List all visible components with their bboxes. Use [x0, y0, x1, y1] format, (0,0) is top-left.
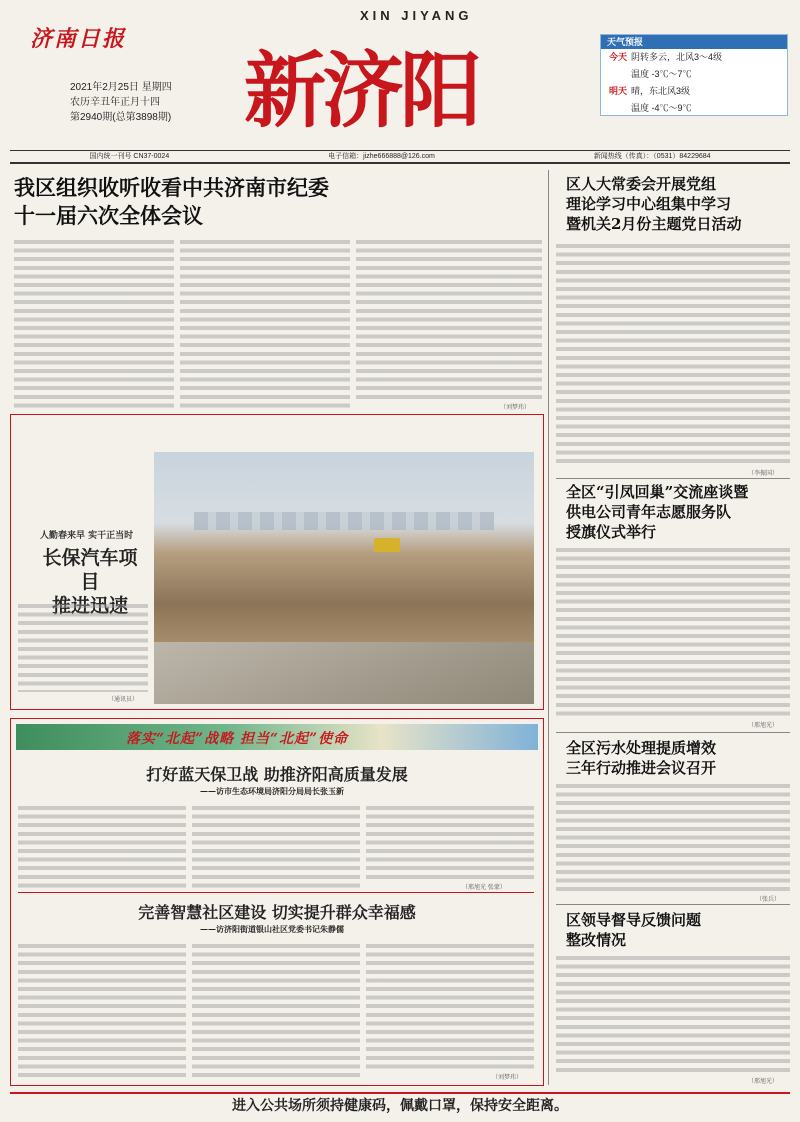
lead-byline: （刘梦玮）	[500, 404, 531, 411]
right2-headline	[566, 482, 788, 542]
right-divider-3	[556, 904, 790, 905]
weather-box	[600, 34, 788, 116]
story3-headline: 完善智慧社区建设 切实提升群众幸福感	[138, 903, 416, 922]
lead-body-col3	[356, 240, 542, 400]
lead-body-col1	[14, 240, 174, 410]
weather-today-temp: 温度 -3℃～7℃	[631, 69, 692, 79]
story2-body-col2	[192, 806, 360, 890]
bottom-slogan: 进入公共场所须持健康码，佩戴口罩，保持安全距离。	[10, 1092, 790, 1116]
right4-headline	[566, 910, 788, 950]
sub-logo: 济南日报	[30, 26, 127, 52]
right2-byline: （邢旭光）	[748, 722, 779, 729]
story2-body-col3	[366, 806, 534, 880]
weather-tomorrow-label: 明天	[609, 86, 628, 96]
photo-story-headline-line2: 推进迅速	[51, 595, 128, 617]
weather-title: 天气预报	[601, 35, 787, 49]
right4-byline: （邢旭光）	[748, 1078, 779, 1085]
issue-number: 第2940期(总第3898期)	[70, 112, 172, 123]
masthead-pinyin: XIN JIYANG	[360, 8, 473, 23]
right3-headline	[566, 738, 788, 778]
hotline: 新闻热线（传真）：（0531）84229684	[593, 153, 711, 160]
issue-date: 2021年2月25日 星期四	[70, 82, 172, 93]
right4-headline-line2: 整改情况	[566, 931, 627, 949]
photo-story-headline-line1: 长保汽车项目	[42, 547, 138, 593]
story2-subtitle: ——访市生态环境局济阳分局局长张玉新	[200, 786, 344, 796]
story3-subtitle: ——访济阳街道银山社区党委书记朱静儒	[200, 924, 344, 934]
lead-body-col2	[180, 240, 350, 410]
right2-headline-line3: 授旗仪式举行	[566, 523, 657, 541]
story2-byline: （邢旭光 张蒙）	[462, 884, 506, 891]
weather-tomorrow-temp: 温度 -4℃～9℃	[631, 103, 692, 113]
right1-headline	[566, 174, 788, 234]
story3-body-col3	[366, 944, 534, 1070]
photo-story-body	[18, 604, 148, 692]
lunar-date: 农历辛丑年正月十四	[70, 97, 160, 108]
right3-headline-line2: 三年行动推进会议召开	[566, 759, 717, 777]
right2-body	[556, 548, 790, 718]
story3-byline: （刘梦玮）	[492, 1074, 523, 1081]
right2-headline-line2: 供电公司青年志愿服务队	[566, 503, 732, 521]
right4-body	[556, 956, 790, 1074]
story2-headline: 打好蓝天保卫战 助推济阳高质量发展	[146, 765, 408, 784]
right1-body	[556, 244, 790, 466]
weather-today-desc: 阴转多云，北风3～4级	[631, 52, 723, 62]
issue-info	[70, 80, 172, 125]
photo-story-kicker: 人勤春来早 实干正当时	[40, 531, 134, 541]
masthead-title: 新济阳	[244, 43, 479, 139]
photo-story-byline: （通讯员）	[108, 696, 139, 703]
right1-headline-line2: 理论学习中心组集中学习	[566, 195, 732, 213]
right4-headline-line1: 区领导督导反馈问题	[566, 911, 702, 929]
feature-banner-text: 落实“北起”战略 担当“北起”使命	[126, 731, 349, 747]
column-divider	[548, 170, 549, 1085]
lead-headline-line2: 十一届六次全体会议	[14, 203, 203, 228]
weather-tomorrow-desc: 晴，东北风3级	[631, 86, 691, 96]
email: 电子信箱：jizhe666888@126.com	[328, 153, 435, 160]
story3-body-col2	[192, 944, 360, 1080]
feature-banner	[16, 724, 538, 750]
right-divider-1	[556, 478, 790, 479]
right3-body	[556, 784, 790, 892]
lead-headline	[14, 174, 544, 230]
construction-photo	[154, 452, 534, 704]
right1-headline-line3: 暨机关2月份主题党日活动	[566, 215, 742, 233]
right2-headline-line1: 全区“引凤回巢”交流座谈暨	[566, 483, 749, 501]
feature-divider	[18, 892, 534, 893]
right-divider-2	[556, 732, 790, 733]
weather-today-label: 今天	[609, 52, 628, 62]
story3-body-col1	[18, 944, 186, 1080]
lead-headline-line1: 我区组织收听收看中共济南市纪委	[14, 175, 329, 200]
right1-headline-line1: 区人大常委会开展党组	[566, 175, 717, 193]
story2-body-col1	[18, 806, 186, 890]
right3-byline: （张兵）	[756, 896, 781, 903]
publication-number: 国内统一刊号 CN37-0024	[89, 153, 170, 160]
right1-byline: （李振国）	[748, 470, 779, 477]
right3-headline-line1: 全区污水处理提质增效	[566, 739, 717, 757]
info-bar	[10, 150, 790, 164]
